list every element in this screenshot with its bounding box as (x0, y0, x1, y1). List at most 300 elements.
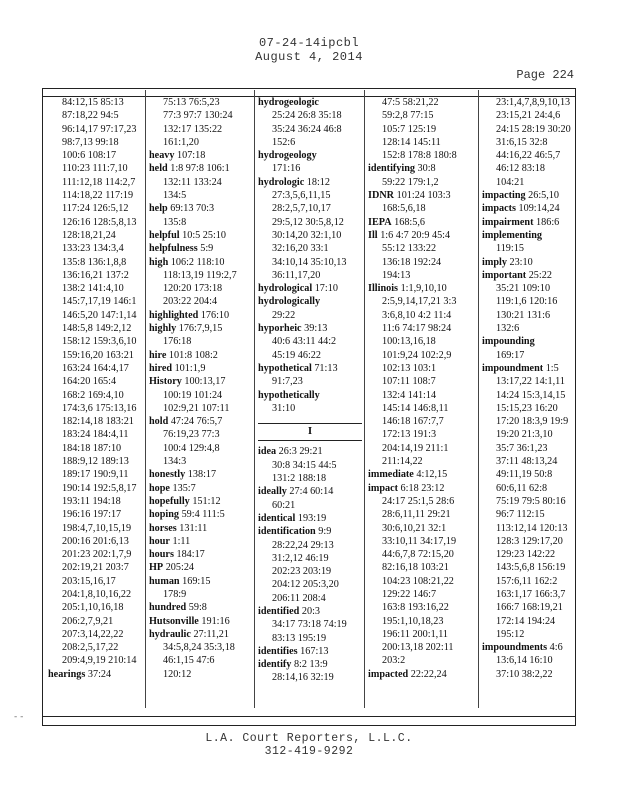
index-term: hire (149, 349, 167, 361)
page-line-refs: 169:15 (182, 575, 211, 587)
index-term: hydrologic (258, 176, 305, 188)
index-column-2 (149, 96, 255, 720)
index-entry-continuation (368, 256, 478, 269)
index-entry-continuation (482, 495, 574, 508)
index-entry-continuation (149, 295, 255, 308)
index-entry-continuation (368, 535, 478, 548)
index-entry-continuation (368, 615, 478, 628)
page-line-refs: 163:8 193:16,22 (382, 602, 449, 614)
page-line-refs: 110:23 111:7,10 (62, 163, 128, 175)
page-line-refs: 15:15,23 16:20 (496, 402, 558, 414)
index-term: important (482, 269, 527, 281)
page-line-refs: 23:15,21 24:4,6 (496, 110, 561, 122)
index-entry-continuation (368, 136, 478, 149)
index-entry-continuation (368, 402, 478, 415)
page-line-refs: 8:2 13:9 (293, 659, 328, 671)
page-line-refs: 24:17 25:1,5 28:6 (382, 495, 455, 507)
page-line-refs: 25:24 26:8 35:18 (272, 110, 342, 122)
index-term: Ill (368, 229, 378, 241)
index-entry-continuation (48, 109, 144, 122)
index-column-4 (368, 96, 478, 720)
index-entry (368, 668, 478, 681)
index-entry-continuation (368, 495, 478, 508)
page-line-refs: 168:5,6,18 (382, 203, 426, 215)
index-entry-continuation (258, 202, 364, 215)
page-line-refs: 211:14,22 (382, 456, 423, 468)
page-line-refs: 91:7,23 (272, 376, 303, 388)
index-term: hours (149, 549, 174, 561)
index-entry-continuation (368, 96, 478, 109)
page-line-refs: 120:20 173:18 (163, 283, 223, 295)
index-term: imply (482, 256, 507, 268)
page-line-refs: 189:17 190:9,11 (62, 469, 129, 481)
page-line-refs: 1:5 (545, 362, 559, 374)
page-line-refs: 20:3 (301, 605, 320, 617)
page-line-refs: 46:12 83:18 (496, 163, 545, 175)
index-term: Hutsonville (149, 615, 199, 627)
index-entry-continuation (482, 668, 574, 681)
page-line-refs: 47:5 58:21,22 (382, 97, 439, 108)
index-entry-continuation (149, 282, 255, 295)
page-line-refs: 163:1,17 166:3,7 (496, 588, 566, 600)
page-line-refs: 128:14 145:11 (382, 136, 441, 148)
index-entry (258, 645, 364, 658)
index-entry-continuation (482, 588, 574, 601)
index-entry-continuation (48, 575, 144, 588)
index-entry-continuation (48, 375, 144, 388)
page-line-refs: 14:24 15:3,14,15 (496, 389, 566, 401)
index-entry (149, 548, 255, 561)
section-letter: I (258, 423, 362, 438)
index-entry-continuation (48, 482, 144, 495)
page-line-refs: 28:2,5,7,10,17 (272, 203, 331, 215)
page-line-refs: 172:13 191:3 (382, 429, 437, 441)
index-entry (482, 641, 574, 654)
index-entry-continuation (48, 548, 144, 561)
index-entry-continuation (482, 615, 574, 628)
index-entry-continuation (482, 442, 574, 455)
page-line-refs: 30:6,10,21 32:1 (382, 522, 447, 534)
page-line-refs: 37:24 (87, 668, 112, 680)
page-line-refs: 98:7,13 99:18 (62, 136, 119, 148)
index-entry-continuation (48, 149, 144, 162)
index-entry-continuation (48, 468, 144, 481)
page-line-refs: 59:22 179:1,2 (382, 176, 439, 188)
page-line-refs: 33:10,11 34:17,19 (382, 535, 457, 547)
page-line-refs: 24:15 28:19 30:20 (496, 123, 571, 135)
page-line-refs: 27:11,21 (193, 628, 229, 640)
index-entry (149, 202, 255, 215)
index-term: human (149, 575, 180, 587)
page-line-refs: 5:9 (200, 243, 214, 255)
index-entry-continuation (482, 282, 574, 295)
index-entry-continuation (48, 202, 144, 215)
page-line-refs: 102:9,21 107:11 (163, 402, 230, 414)
index-entry-continuation (482, 561, 574, 574)
page-line-refs: 196:11 200:1,11 (382, 628, 449, 640)
page-line-refs: 104:21 (496, 176, 525, 188)
index-entry-continuation (149, 455, 255, 468)
page-line-refs: 204:14,19 211:1 (382, 442, 449, 454)
index-entry (48, 668, 144, 681)
index-entry-continuation (482, 109, 574, 122)
index-entry-continuation (258, 459, 364, 472)
index-entry (258, 605, 364, 618)
index-term: hydrological (258, 283, 313, 295)
index-entry-continuation (368, 109, 478, 122)
page-line-refs: 100:6 108:17 (62, 150, 117, 162)
index-entry-continuation (258, 375, 364, 388)
index-entry-continuation (48, 535, 144, 548)
index-entry-continuation (368, 641, 478, 654)
page-line-refs: 202:19,21 203:7 (62, 562, 129, 574)
index-term: highly (149, 323, 177, 335)
page-line-refs: 17:10 (314, 283, 338, 295)
index-entry-continuation (258, 109, 364, 122)
page-line-refs: 195:1,10,18,23 (382, 615, 444, 627)
page-line-refs: 191:16 (201, 615, 230, 627)
index-entry-continuation (258, 242, 364, 255)
page-line-refs: 146:18 167:7,7 (382, 416, 444, 428)
index-entry (258, 282, 364, 295)
index-entry-continuation (482, 162, 574, 175)
page-line-refs: 76:19,23 77:3 (163, 429, 220, 441)
index-entry (368, 282, 478, 295)
index-term: hypothetical (258, 362, 312, 374)
header-case-id: 07-24-14ipcbl (258, 36, 360, 50)
index-term: hope (149, 482, 170, 494)
page-line-refs: 40:6 43:11 44:2 (272, 336, 337, 348)
index-term: History (149, 376, 182, 388)
index-entry-continuation (482, 136, 574, 149)
index-entry (368, 229, 478, 242)
index-entry-continuation (482, 535, 574, 548)
page-line-refs: 184:17 (176, 549, 205, 561)
page-line-refs: 176:18 (163, 336, 192, 348)
index-entry-continuation (48, 561, 144, 574)
index-term: help (149, 203, 168, 215)
page-line-refs: 11:6 74:17 98:24 (382, 323, 452, 335)
index-term: impacted (368, 668, 409, 680)
index-entry-continuation (482, 322, 574, 335)
index-entry-continuation (482, 628, 574, 641)
page-line-refs: 198:4,7,10,15,19 (62, 522, 132, 534)
index-entry-continuation (258, 552, 364, 565)
page-line-refs: 34:5,8,24 35:3,18 (163, 642, 235, 654)
page-line-refs: 135:8 (163, 216, 187, 228)
page-line-refs: 10:5 25:10 (182, 229, 226, 241)
index-entry-continuation (258, 335, 364, 348)
page-line-refs: 193:19 (297, 512, 327, 524)
index-term: honestly (149, 469, 186, 481)
page-line-refs: 194:13 (382, 269, 411, 281)
index-entry-continuation (258, 472, 364, 485)
index-term: impounding (482, 336, 535, 348)
page-line-refs: 128:3 129:17,20 (496, 535, 563, 547)
page-line-refs: 203:2 (382, 655, 406, 667)
index-term: impoundments (482, 642, 548, 654)
page-line-refs: 69:13 70:3 (170, 203, 215, 215)
page-line-refs: 87:18,22 94:5 (62, 110, 119, 122)
page-line-refs: 75:19 79:5 80:16 (496, 495, 566, 507)
index-entry-continuation (48, 282, 144, 295)
page-line-refs: 28:14,16 32:19 (272, 672, 334, 684)
page-line-refs: 46:1,15 47:6 (163, 655, 215, 667)
page-line-refs: 131:11 (179, 522, 208, 534)
index-entry-continuation (48, 162, 144, 175)
index-entry-continuation (48, 295, 144, 308)
page-line-refs: 55:12 133:22 (382, 243, 437, 255)
index-entry (368, 189, 478, 202)
page-line-refs: 152:8 178:8 180:8 (382, 150, 457, 162)
index-term: hydraulic (149, 628, 191, 640)
index-entry-continuation (48, 615, 144, 628)
index-entry-continuation (48, 96, 144, 109)
index-entry-continuation (368, 269, 478, 282)
page-line-refs: 128:18,21,24 (62, 229, 116, 241)
page-line-refs: 75:13 76:5,23 (163, 97, 220, 108)
index-entry (368, 482, 478, 495)
page-line-refs: 118:13,19 119:2,7 (163, 269, 237, 281)
page-line-refs: 109:14,24 (518, 203, 560, 215)
footer-phone: 312-419-9292 (264, 745, 354, 758)
page-line-refs: 203:15,16,17 (62, 575, 116, 587)
page-line-refs: 120:12 (163, 668, 192, 680)
index-entry-continuation (482, 468, 574, 481)
page-line-refs: 29:22 (272, 309, 296, 321)
index-entry-continuation (48, 442, 144, 455)
index-entry-continuation (258, 123, 364, 136)
page-line-refs: 159:16,20 163:21 (62, 349, 134, 361)
page-line-refs: 145:14 146:8,11 (382, 402, 449, 414)
page-line-refs: 208:2,5,17,22 (62, 642, 119, 654)
index-entry-continuation (48, 455, 144, 468)
index-entry (258, 389, 364, 402)
page-line-refs: 204:12 205:3,20 (272, 579, 339, 591)
index-entry-continuation (48, 415, 144, 428)
page-line-refs: 23:1,4,7,8,9,10,13 (496, 97, 571, 108)
page-line-refs: 26:5,10 (528, 190, 559, 202)
index-entry-continuation (482, 402, 574, 415)
index-entry-continuation (368, 588, 478, 601)
page-line-refs: 101:24 103:3 (396, 190, 451, 202)
index-entry-continuation (149, 109, 255, 122)
page-line-refs: 27:3,5,6,11,15 (272, 190, 331, 202)
page-line-refs: 96:7 112:15 (496, 509, 545, 521)
index-entry-continuation (48, 349, 144, 362)
page-line-refs: 59:4 111:5 (181, 509, 225, 521)
page-line-refs: 104:23 108:21,22 (382, 575, 454, 587)
page-line-refs: 119:15 (496, 243, 524, 255)
index-entry (149, 468, 255, 481)
index-entry-continuation (149, 269, 255, 282)
index-entry (368, 468, 478, 481)
page-line-refs: 188:9,12 189:13 (62, 456, 129, 468)
index-entry-continuation (149, 136, 255, 149)
footer-reporter: L.A. Court Reporters, L.L.C. (205, 732, 413, 745)
index-entry (258, 445, 364, 458)
index-entry-continuation (368, 322, 478, 335)
index-entry (482, 202, 574, 215)
page-line-refs: 44:16,22 46:5,7 (496, 150, 561, 162)
index-entry-continuation (368, 389, 478, 402)
index-entry-continuation (368, 362, 478, 375)
index-entry-continuation (48, 256, 144, 269)
page-line-refs: 132:4 141:14 (382, 389, 437, 401)
index-term: hydrogeology (258, 150, 317, 162)
index-term: helpfulness (149, 243, 198, 255)
page-line-refs: 186:6 (536, 216, 560, 228)
page-line-refs: 143:5,6,8 156:19 (496, 562, 566, 574)
page-line-refs: 174:3,6 175:13,16 (62, 402, 137, 414)
page-line-refs: 190:14 192:5,8,17 (62, 482, 137, 494)
index-entry (149, 242, 255, 255)
index-entry (149, 495, 255, 508)
page-line-refs: 102:13 103:1 (382, 362, 437, 374)
page-line-refs: 135:7 (172, 482, 196, 494)
page-line-refs: 31:10 (272, 402, 296, 414)
index-term: hold (149, 416, 169, 428)
index-entry-continuation (482, 415, 574, 428)
page-line-refs: 1:6 4:7 20:9 45:4 (380, 229, 451, 241)
page-line-refs: 176:7,9,15 (178, 323, 223, 335)
index-entry-continuation (482, 389, 574, 402)
index-term: identified (258, 605, 300, 617)
index-term: impacts (482, 203, 516, 215)
page-line-refs: 2:5,9,14,17,21 3:3 (382, 296, 457, 308)
index-entry-continuation (368, 295, 478, 308)
page-line-refs: 196:16 197:17 (62, 509, 122, 521)
page-line-refs: 146:5,20 147:1,14 (62, 309, 137, 321)
index-entry (482, 256, 574, 269)
page-line-refs: 119:1,6 120:16 (496, 296, 558, 308)
index-entry-continuation (149, 654, 255, 667)
page-line-refs: 100:4 129:4,8 (163, 442, 220, 454)
index-term: hired (149, 362, 173, 374)
index-term: hydrologically (258, 296, 321, 308)
index-term: identification (258, 526, 316, 538)
index-entry (149, 349, 255, 362)
page-line-refs: 204:1,8,10,16,22 (62, 588, 132, 600)
index-entry-continuation (149, 402, 255, 415)
index-entry (482, 335, 574, 348)
index-entry-continuation (482, 123, 574, 136)
index-entry-continuation (258, 216, 364, 229)
index-entry-continuation (368, 149, 478, 162)
page-line-refs: 168:2 169:4,10 (62, 389, 124, 401)
index-entry-continuation (48, 123, 144, 136)
index-entry-continuation (149, 176, 255, 189)
index-entry-continuation (482, 455, 574, 468)
page-line-refs: 9:9 (318, 526, 332, 538)
page-line-refs: 206:11 208:4 (272, 592, 326, 604)
index-entry (258, 362, 364, 375)
index-term: hundred (149, 602, 187, 614)
page-line-refs: 1:1,9,10,10 (400, 283, 447, 295)
page-line-refs: 6:18 23:12 (400, 482, 445, 494)
page-line-refs: 111:12,18 114:2,7 (62, 176, 136, 188)
page-line-refs: 47:24 76:5,7 (170, 416, 223, 428)
index-entry-continuation (482, 508, 574, 521)
index-entry-continuation (258, 189, 364, 202)
index-entry (149, 415, 255, 428)
index-entry-continuation (149, 216, 255, 229)
index-entry-continuation (368, 561, 478, 574)
page-line-refs: 107:18 (177, 150, 206, 162)
index-entry-continuation (482, 575, 574, 588)
index-entry (258, 295, 364, 308)
page-line-refs: 35:24 36:24 46:8 (272, 123, 342, 135)
page-line-refs: 22:22,24 (410, 668, 447, 680)
index-entry-continuation (482, 149, 574, 162)
index-entry (258, 322, 364, 335)
page-line-refs: 31:6,15 32:8 (496, 136, 548, 148)
index-entry-continuation (482, 375, 574, 388)
page-line-refs: 114:18,22 117:19 (62, 190, 134, 202)
page-line-refs: 49:11,19 50:8 (496, 469, 553, 481)
page-line-refs: 19:20 21:3,10 (496, 429, 553, 441)
page-line-refs: 107:11 108:7 (382, 376, 436, 388)
index-entry-continuation (368, 202, 478, 215)
index-entry (258, 485, 364, 498)
index-term: identifying (368, 163, 415, 175)
index-entry-continuation (482, 242, 574, 255)
page-line-refs: 172:14 194:24 (496, 615, 556, 627)
index-entry-continuation (48, 176, 144, 189)
index-term: hyporheic (258, 323, 302, 335)
index-entry (149, 615, 255, 628)
page-line-refs: 183:24 184:4,11 (62, 429, 129, 441)
index-entry-continuation (258, 671, 364, 684)
page-line-refs: 205:24 (165, 562, 195, 574)
page-line-refs: 28:6,11,11 29:21 (382, 509, 451, 521)
index-entry-continuation (48, 601, 144, 614)
index-entry-continuation (482, 428, 574, 441)
index-entry-continuation (258, 618, 364, 631)
index-entry-continuation (368, 123, 478, 136)
index-entry (149, 601, 255, 614)
page-line-refs: 176:10 (200, 309, 230, 321)
page-line-refs: 136:16,21 137:2 (62, 269, 129, 281)
page-line-refs: 28:22,24 29:13 (272, 539, 334, 551)
page-line-refs: 83:13 195:19 (272, 632, 327, 644)
page-line-refs: 132:6 (496, 323, 520, 335)
index-term: identical (258, 512, 296, 524)
index-entry-continuation (149, 389, 255, 402)
index-entry-continuation (368, 415, 478, 428)
index-term: hydrogeologic (258, 97, 319, 108)
page-line-refs: 96:14,17 97:17,23 (62, 123, 137, 135)
index-entry (258, 96, 364, 109)
page-line-refs: 129:23 142:22 (496, 549, 556, 561)
index-entry-continuation (482, 601, 574, 614)
page-line-refs: 17:20 18:3,9 19:9 (496, 416, 569, 428)
section-rule (258, 440, 362, 441)
page-line-refs: 203:22 204:4 (163, 296, 218, 308)
page-line-refs: 132:17 135:22 (163, 123, 223, 135)
index-term: horses (149, 522, 177, 534)
index-term: ideally (258, 486, 287, 498)
page-line-refs: 209:4,9,19 210:14 (62, 655, 137, 667)
index-entry-continuation (48, 654, 144, 667)
page-line-refs: 163:24 164:4,17 (62, 362, 129, 374)
page-line-refs: 37:10 38:2,22 (496, 668, 553, 680)
index-term: impacting (482, 190, 526, 202)
page-line-refs: 168:5,6 (394, 216, 425, 228)
index-entry-continuation (482, 96, 574, 109)
index-entry-continuation (482, 349, 574, 362)
index-entry (149, 375, 255, 388)
